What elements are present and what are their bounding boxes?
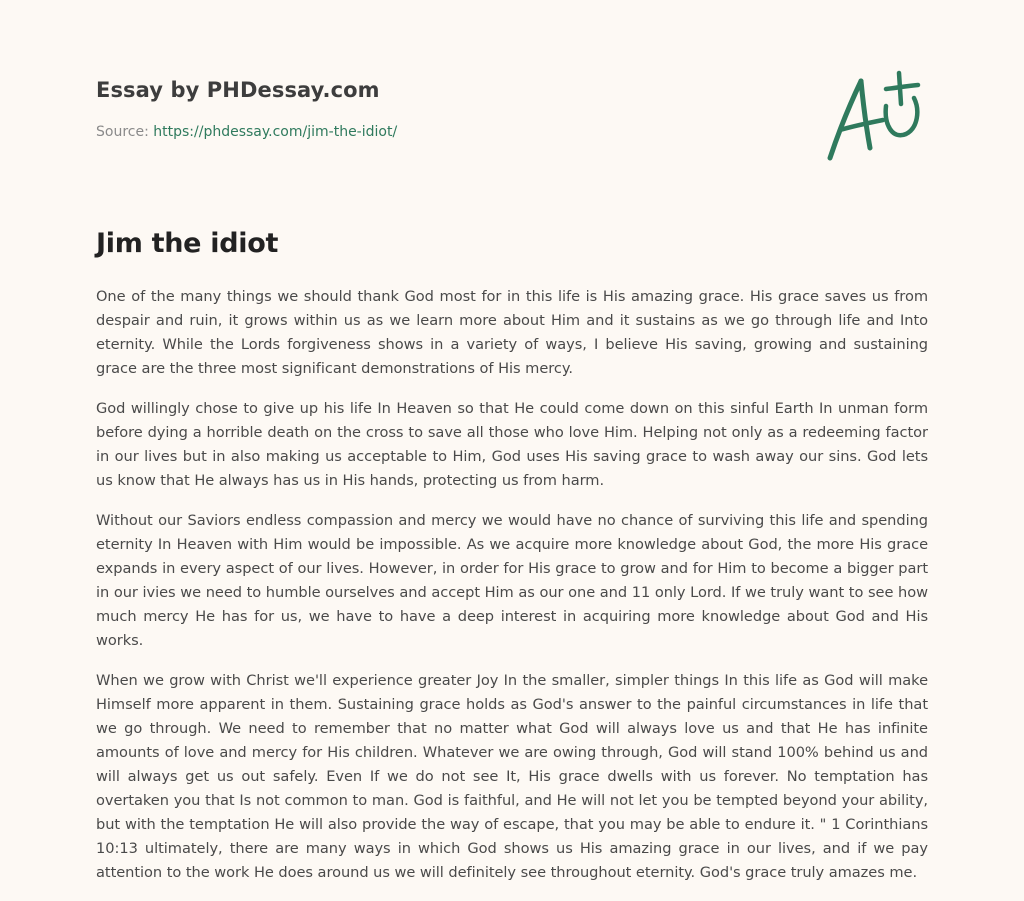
essay-paragraph: When we grow with Christ we'll experience greater Joy In the smaller, simpler things In this life as God will make Himself more apparent in them. Sustaining grace holds as God's answer to the painful circumstances in life that we go through. We need to remember that no matter what God will always love us and that He has infinite amounts of love and mercy for His children. Whatever we are owing through, God will stand 100% behind us and will always get us out safely. Even If we do not see It, His grace dwells with us forever. No temptation has overtaken you that Is not common to man. God is faithful, and He will not let you be tempted beyond your ability, but with the temptation He will also provide the way of escape, that you may be able to endure it. " 1 Corinthians 10:13 ultimately, there are many ways in which God shows us His amazing grace in our lives, and if we pay attention to the work He does around us we will definitely see throughout eternity. God's grace truly amazes me.	[96, 672, 928, 881]
essay-paragraph: One of the many things we should thank God most for in this life is His amazing grace. His grace saves us from despair and ruin, it grows within us as we learn more about Him and it sustains as we go through life and Into eternity. While the Lords forgiveness shows in a variety of ways, I believe His saving, growing and sustaining grace are the three most significant demonstrations of His mercy.	[96, 288, 928, 377]
a-plus-grade-icon	[820, 68, 930, 164]
essay-body	[96, 285, 928, 901]
source-link[interactable]: https://phdessay.com/jim-the-idiot/	[153, 124, 398, 140]
source-label: Source:	[96, 124, 154, 140]
essay-paragraph: Without our Saviors endless compassion and mercy we would have no chance of surviving this life and spending eternity In Heaven with Him would be impossible. As we acquire more knowledge about God, the more His grace expands in every aspect of our lives. However, in order for His grace to grow and for Him to become a bigger part in our ivies we need to humble ourselves and accept Him as our one and 11 only Lord. If we truly want to see how much mercy He has for us, we have to have a deep interest in acquiring more knowledge about God and His works.	[96, 512, 928, 649]
document-header	[96, 76, 928, 141]
source-line	[96, 123, 928, 141]
essay-paragraph: God willingly chose to give up his life In Heaven so that He could come down on this sinful Earth In unman form before dying a horrible death on the cross to save all those who love Him. Helping not only as a redeeming factor in our lives but in also making us acceptable to Him, God uses His saving grace to wash away our sins. God lets us know that He always has us in His hands, protecting us from harm.	[96, 400, 928, 489]
brand-title: Essay by PHDessay.com	[96, 78, 380, 102]
essay-title: Jim the idiot	[96, 228, 279, 259]
